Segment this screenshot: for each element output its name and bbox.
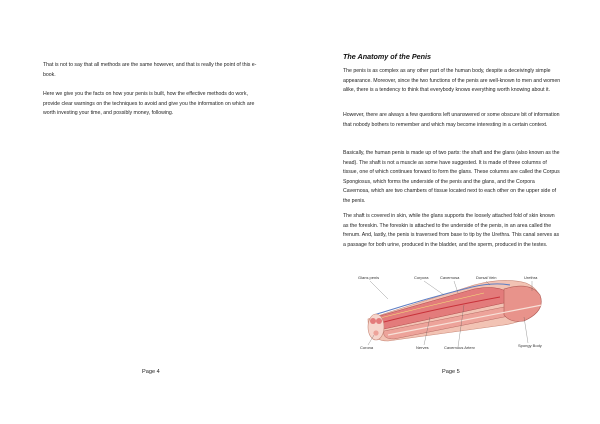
left-page-number: Page 4: [142, 369, 160, 375]
penis-anatomy-figure: [354, 271, 554, 349]
label-cavernous-artery: Cavernous Artery: [444, 345, 475, 349]
label-corona: Corona: [360, 345, 374, 349]
right-page-number: Page 5: [442, 369, 460, 375]
label-spongy-body: Spongy Body: [518, 343, 542, 348]
cross-section-cavernosum-a: [370, 318, 376, 324]
label-urethra: Urethra: [524, 275, 538, 280]
right-paragraph-4: The shaft is covered in skin, while the glans supports the loosely attached fold of skin known as the foreskin. The foreskin is attached to the underside of the penis, in an area called the frenum. And, lastly, the penis is traversed from base to tip by the Urethra. This canal serves as a passage for both urine, produced in the bladder, and the sperm, produced in the testes.: [343, 213, 560, 248]
cross-section-cavernosum-b: [376, 318, 382, 324]
cross-section-spongiosum: [373, 330, 378, 335]
glans-shape: [504, 286, 541, 321]
right-paragraph-3: Basically, the human penis is made up of two parts: the shaft and the glans (also known as the head). The shaft is not a muscle as some have suggested. It is made of three columns of tissue, one of which continues forward to form the glans. These columns are called the Corpus Spongiosus, which forms the underside of the penis and the glans, and the Corpora Cavernosa, which are two chambers of tissue located next to each other on the upper side of the penis.: [343, 150, 560, 204]
section-title: The Anatomy of the Penis: [343, 52, 431, 61]
cross-section: [368, 314, 384, 340]
label-dorsal-vein: Dorsal Vein: [476, 275, 497, 280]
left-paragraph-1: That is not to say that all methods are the same however, and that is really the point of this e-book.: [43, 62, 257, 78]
right-paragraph-2: However, there are always a few questions left unanswered or some obscure bit of information that nobody bothers to remember and which may become interesting in a certain context.: [343, 112, 560, 128]
label-glans: Glans penis: [358, 275, 380, 280]
label-nerves: Nerves: [416, 345, 429, 349]
right-paragraph-1: The penis is as complex as any other part of the human body, despite a deceivingly simple appearance. Moreover, since the two functions of the penis are well-known to men and women alike, there is a tendency to think that everybody knows everything worth knowing about it.: [343, 68, 561, 94]
left-paragraph-2: Here we give you the facts on how your penis is built, how the effective methods do work, provide clear warnings on the techniques to avoid and give you the information on which are worth investing your time, and possibly money, following.: [43, 91, 255, 117]
label-cavernosa: Cavernosa: [440, 275, 460, 280]
label-corpora: Corpora: [414, 275, 429, 280]
